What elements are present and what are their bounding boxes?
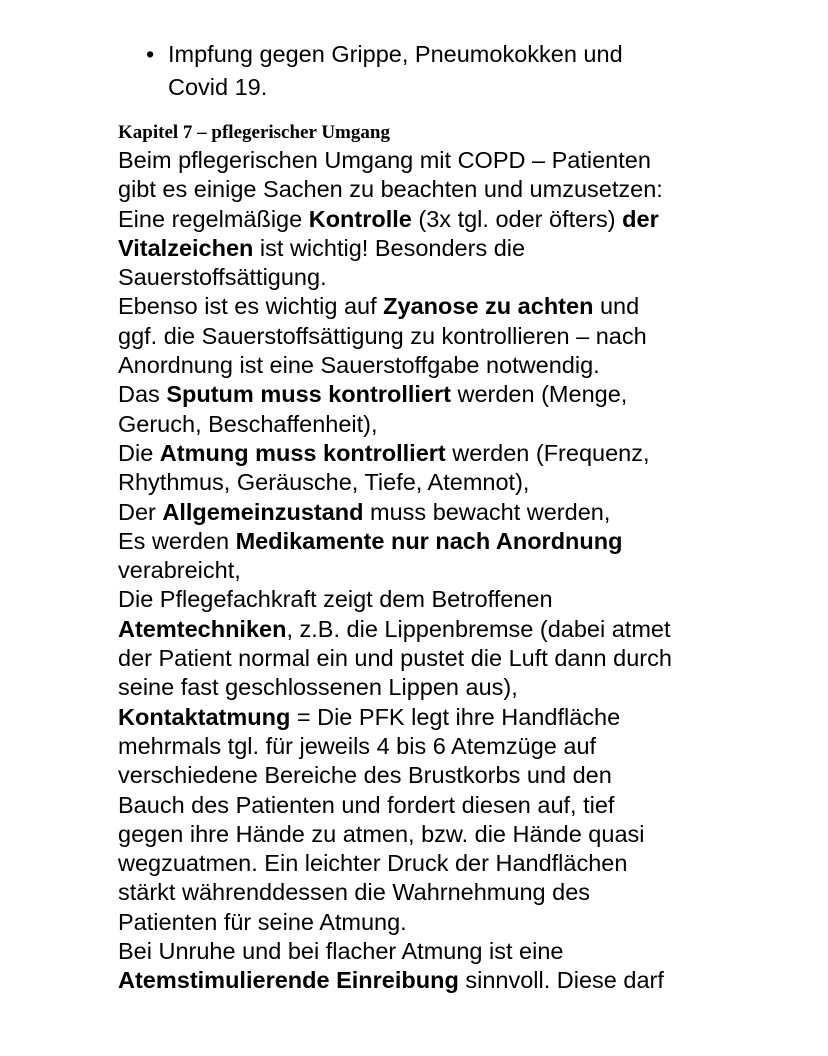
bullet-point: • [146,41,155,67]
text-line: seine fast geschlossenen Lippen aus), [118,674,518,701]
list-item [146,38,746,104]
bold-term: Kontrolle [308,205,412,232]
text-span: Die [118,439,160,466]
bold-term: Zyanose zu achten [383,293,594,320]
text-span: Ebenso ist es wichtig auf [118,293,384,320]
body-paragraph [118,146,738,996]
text-line: wegzuatmen. Ein leichter Druck der Handflächen [118,850,628,877]
text-line: gegen ihre Hände zu atmen, bzw. die Hände quasi [118,820,645,847]
text-line: ggf. die Sauerstoffsättigung zu kontrollieren – nach [118,322,647,349]
text-line: Rhythmus, Geräusche, Tiefe, Atemnot), [118,469,530,496]
text-line [118,439,738,468]
text-span: Das [118,381,167,408]
bold-term: Vitalzeichen [118,234,254,261]
text-line: Patienten für seine Atmung. [118,908,407,935]
chapter-heading: Kapitel 7 – pflegerischer Umgang [118,122,390,143]
text-span: und [593,293,640,320]
bold-term: Atemstimulierende Einreibung [118,967,459,994]
text-line [118,527,738,556]
text-line: stärkt währenddessen die Wahrnehmung des [118,879,591,906]
text-span: werden (Frequenz, [445,439,650,466]
text-line [118,292,738,321]
text-span: , z.B. die Lippenbremse (dabei atmet [286,615,671,642]
bold-term: Allgemeinzustand [162,498,364,525]
text-line [118,615,738,644]
text-line [118,498,738,527]
bold-term: Medikamente nur nach Anordnung [235,527,623,554]
text-span: werden (Menge, [450,381,628,408]
text-line: gibt es einige Sachen zu beachten und umzusetzen: [118,176,663,203]
text-line: verschiedene Bereiche des Brustkorbs und den [118,762,612,789]
bold-term: der [622,205,659,232]
text-span: ist wichtig! Besonders die [253,234,526,261]
text-line [118,234,738,263]
bold-term: Atmung muss kontrolliert [159,439,446,466]
bullet-text-line: Impfung gegen Grippe, Pneumokokken und [168,41,623,67]
text-line [118,966,738,995]
bullet-list [146,38,746,104]
text-span: = Die PFK legt ihre Handfläche [290,703,621,730]
text-span: Der [118,498,163,525]
bullet-text-line: Covid 19. [168,74,268,100]
text-line: Beim pflegerischen Umgang mit COPD – Patienten [118,147,651,173]
text-line: der Patient normal ein und pustet die Luft dann durch [118,645,672,672]
text-span: muss bewacht werden, [363,498,611,525]
text-line: verabreicht, [118,557,241,584]
text-line: Bei Unruhe und bei flacher Atmung ist eine [118,938,564,965]
bold-term: Kontaktatmung [118,703,291,730]
text-line: Sauerstoffsättigung. [118,264,327,291]
text-line: Geruch, Beschaffenheit), [118,410,378,437]
text-span: Eine regelmäßige [118,205,309,232]
text-line: Bauch des Patienten und fordert diesen auf, tief [118,791,615,818]
text-line [118,205,738,234]
bold-term: Atemtechniken [118,615,287,642]
text-line: Anordnung ist eine Sauerstoffgabe notwendig. [118,352,600,379]
text-span: sinnvoll. Diese darf [458,967,664,994]
text-line [118,380,738,409]
text-line: Die Pflegefachkraft zeigt dem Betroffenen [118,586,553,613]
text-line: mehrmals tgl. für jeweils 4 bis 6 Atemzüge auf [118,732,597,759]
text-span: Es werden [118,527,236,554]
text-line [118,703,738,732]
text-span: (3x tgl. oder öfters) [411,205,623,232]
bold-term: Sputum muss kontrolliert [166,381,451,408]
